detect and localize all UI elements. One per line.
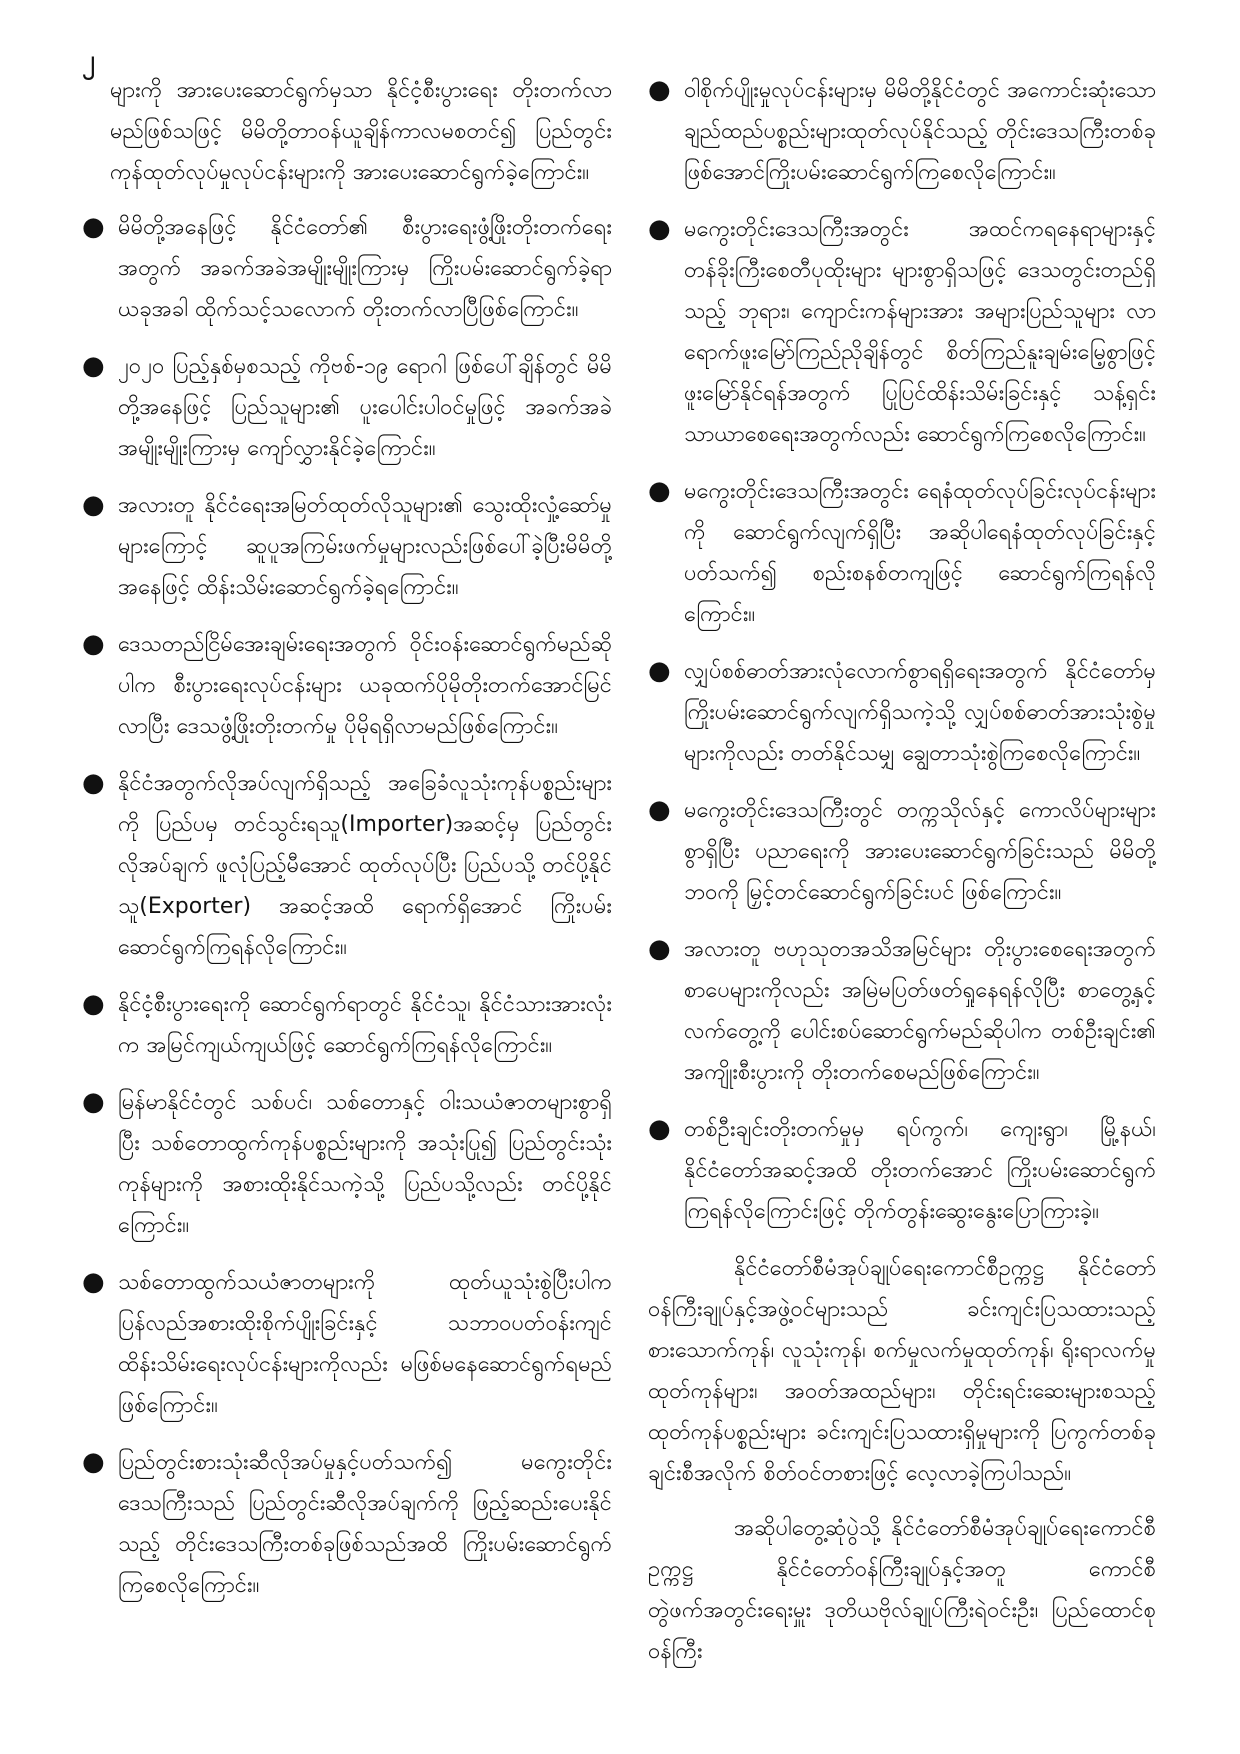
- bullet-item: [82, 207, 612, 330]
- bullet-icon: [648, 929, 671, 970]
- left-column: [82, 70, 612, 1622]
- bullet-text: ပြည်တွင်းစားသုံးဆီလိုအပ်မှုနှင့်ပတ်သက်၍ မကွေးတိုင်းဒေသကြီးသည် ပြည်တွင်းဆီလိုအပ်ချက်ကို ဖြည့်ဆည်းပေးနိုင်သည့် တိုင်းဒေသကြီးတစ်ခုဖြစ်သည်အထိ ကြိုးပမ်းဆောင်ရွက်ကြစေလိုကြောင်း။: [118, 1450, 612, 1598]
- bullet-item: [82, 1082, 612, 1246]
- bullet-text: အလားတူ ဗဟုသုတအသိအမြင်များ တိုးပွားစေရေးအတွက် စာပေများကိုလည်း အမြဲမပြတ်ဖတ်ရှုနေရန်လိုပြီး စာတွေ့နှင့်လက်တွေ့ကို ပေါင်းစပ်ဆောင်ရွက်မည်ဆိုပါက တစ်ဦးချင်း၏ အကျိုးစီးပွားကို တိုးတက်စေမည်ဖြစ်ကြောင်း။: [684, 937, 1156, 1085]
- bullet-item: [82, 984, 612, 1066]
- right-column: [648, 70, 1156, 1686]
- bullet-icon: [82, 1442, 105, 1483]
- bullet-text: မကွေးတိုင်းဒေသကြီးအတွင်း အထင်ကရနေရာများနှင့် တန်ခိုးကြီးစေတီပုထိုးများ များစွာရှိသဖြင့် ဒေသတွင်းတည်ရှိသည့် ဘုရား၊ ကျောင်းကန်များအား အများပြည်သူများ လာရောက်ဖူးမြော်ကြည်ညိုချိန်တွင် စိတ်ကြည်နူးချမ်းမြေ့စွာဖြင့် ဖူးမြော်နိုင်ရန်အတွက် ပြုပြင်ထိန်းသိမ်းခြင်းနှင့် သန့်ရှင်းသာယာစေရေးအတွက်လည်း ဆောင်ရွက်ကြစေလိုကြောင်း။: [684, 217, 1156, 447]
- bullet-text: တစ်ဦးချင်းတိုးတက်မှုမှ ရပ်ကွက်၊ ကျေးရွာ၊ မြို့နယ်၊ နိုင်ငံတော်အဆင့်အထိ တိုးတက်အောင် ကြိုးပမ်းဆောင်ရွက်ကြရန်လိုကြောင်းဖြင့် တိုက်တွန်းဆွေးနွေးပြောကြားခဲ့။: [684, 1117, 1156, 1224]
- bullet-icon: [648, 790, 671, 831]
- bullet-text: မကွေးတိုင်းဒေသကြီးအတွင်း ရေနံထုတ်လုပ်ခြင်းလုပ်ငန်းများကို ဆောင်ရွက်လျက်ရှိပြီး အဆိုပါရေနံထုတ်လုပ်ခြင်းနှင့်ပတ်သက်၍ စည်းစနစ်တကျဖြင့် ဆောင်ရွက်ကြရန်လိုကြောင်း။: [684, 479, 1156, 627]
- bullet-item: [648, 651, 1156, 774]
- continuation-paragraph: များကို အားပေးဆောင်ရွက်မှသာ နိုင်ငံ့စီးပွားရေး တိုးတက်လာမည်ဖြစ်သဖြင့် မိမိတို့တာဝန်ယူချိန်ကာလမစတင်၍ ပြည်တွင်းကုန်ထုတ်လုပ်မှုလုပ်ငန်းများကို အားပေးဆောင်ရွက်ခဲ့ကြောင်း။: [110, 78, 612, 185]
- bullet-text: မိမိတို့အနေဖြင့် နိုင်ငံတော်၏ စီးပွားရေးဖွံ့ဖြိုးတိုးတက်ရေးအတွက် အခက်အခဲအမျိုးမျိုးကြားမှ ကြိုးပမ်းဆောင်ရွက်ခဲ့ရာ ယခုအခါ ထိုက်သင့်သလောက် တိုးတက်လာပြီဖြစ်ကြောင်း။: [118, 215, 612, 322]
- bullet-icon: [82, 485, 105, 526]
- bullet-text: လျှပ်စစ်ဓာတ်အားလုံလောက်စွာရရှိရေးအတွက် နိုင်ငံတော်မှကြိုးပမ်းဆောင်ရွက်လျက်ရှိသကဲ့သို့ လျှပ်စစ်ဓာတ်အားသုံးစွဲမှုများကိုလည်း တတ်နိုင်သမျှ ချွေတာသုံးစွဲကြစေလိုကြောင်း။: [684, 659, 1156, 766]
- bullet-text: အလားတူ နိုင်ငံရေးအမြတ်ထုတ်လိုသူများ၏ သွေးထိုးလှုံ့ဆော်မှုများကြောင့် ဆူပူအကြမ်းဖက်မှုများလည်းဖြစ်ပေါ်ခဲ့ပြီးမိမိတို့အနေဖြင့် ထိန်းသိမ်းဆောင်ရွက်ခဲ့ရကြောင်း။: [118, 493, 612, 600]
- body-paragraph: အဆိုပါတွေ့ဆုံပွဲသို့ နိုင်ငံတော်စီမံအုပ်ချုပ်ရေးကောင်စီဥက္ကဋ္ဌ နိုင်ငံတော်ဝန်ကြီးချုပ်နှင့်အတူ ကောင်စီတွဲဖက်အတွင်းရေးမှူး ဒုတိယဗိုလ်ချုပ်ကြီးရဲဝင်းဦး၊ ပြည်ထောင်စုဝန်ကြီး: [648, 1516, 1156, 1664]
- bullet-text: ဝါစိုက်ပျိုးမှုလုပ်ငန်းများမှ မိမိတို့နိုင်ငံတွင် အကောင်းဆုံးသော ချည်ထည်ပစ္စည်းများထုတ်လုပ်နိုင်သည့် တိုင်းဒေသကြီးတစ်ခုဖြစ်အောင်ကြိုးပမ်းဆောင်ရွက်ကြစေလိုကြောင်း။: [684, 78, 1156, 185]
- bullet-text: ၂၀၂၀ ပြည့်နှစ်မှစသည့် ကိုဗစ်-၁၉ ရောဂါ ဖြစ်ပေါ်ချိန်တွင် မိမိတို့အနေဖြင့် ပြည်သူများ၏ ပူးပေါင်းပါဝင်မှုဖြင့် အခက်အခဲအမျိုးမျိုးကြားမှ ကျော်လွှားနိုင်ခဲ့ကြောင်း။: [118, 354, 612, 461]
- bullet-text: နိုင်ငံ့စီးပွားရေးကို ဆောင်ရွက်ရာတွင် နိုင်ငံသူ၊ နိုင်ငံသားအားလုံးက အမြင်ကျယ်ကျယ်ဖြင့် ဆောင်ရွက်ကြရန်လိုကြောင်း။: [118, 992, 612, 1058]
- bullet-icon: [82, 1262, 105, 1303]
- page-number: ၂: [82, 45, 95, 75]
- bullet-item: [648, 929, 1156, 1093]
- bullet-item: [648, 1109, 1156, 1232]
- bullet-icon: [82, 763, 105, 804]
- bullet-item: [82, 485, 612, 608]
- bullet-icon: [648, 471, 671, 512]
- bullet-text: နိုင်ငံအတွက်လိုအပ်လျက်ရှိသည့် အခြေခံလူသုံးကုန်ပစ္စည်းများကို ပြည်ပမှ တင်သွင်းရသူ(Importer)အဆင့်မှ ပြည်တွင်းလိုအပ်ချက် ဖူလုံပြည့်မီအောင် ထုတ်လုပ်ပြီး ပြည်ပသို့ တင်ပို့နိုင်သူ(Exporter) အဆင့်အထိ ရောက်ရှိအောင် ကြိုးပမ်းဆောင်ရွက်ကြရန်လိုကြောင်း။: [118, 771, 612, 960]
- bullet-item: [82, 346, 612, 469]
- bullet-icon: [648, 70, 671, 111]
- bullet-icon: [82, 1082, 105, 1123]
- bullet-item: [82, 1262, 612, 1426]
- bullet-item: [648, 471, 1156, 635]
- bullet-icon: [82, 984, 105, 1025]
- bullet-text: မကွေးတိုင်းဒေသကြီးတွင် တက္ကသိုလ်နှင့် ကောလိပ်များများစွာရှိပြီး ပညာရေးကို အားပေးဆောင်ရွက်ခြင်းသည် မိမိတို့ဘဝကို မြှင့်တင်ဆောင်ရွက်ခြင်းပင် ဖြစ်ကြောင်း။: [684, 798, 1156, 905]
- bullet-text: သစ်တောထွက်သယံဇာတများကို ထုတ်ယူသုံးစွဲပြီးပါက ပြန်လည်အစားထိုးစိုက်ပျိုးခြင်းနှင့် သဘာဝပတ်ဝန်းကျင်ထိန်းသိမ်းရေးလုပ်ငန်းများကိုလည်း မဖြစ်မနေဆောင်ရွက်ရမည်ဖြစ်ကြောင်း။: [118, 1270, 612, 1418]
- bullet-icon: [648, 1109, 671, 1150]
- bullet-item: [82, 1442, 612, 1606]
- bullet-text: မြန်မာနိုင်ငံတွင် သစ်ပင်၊ သစ်တောနှင့် ဝါးသယံဇာတများစွာရှိပြီး သစ်တောထွက်ကုန်ပစ္စည်းများကို အသုံးပြု၍ ပြည်တွင်းသုံးကုန်များကို အစားထိုးနိုင်သကဲ့သို့ ပြည်ပသို့လည်း တင်ပို့နိုင်ကြောင်း။: [118, 1090, 612, 1238]
- bullet-item: [648, 209, 1156, 455]
- bullet-item: [82, 763, 612, 968]
- bullet-item: [82, 624, 612, 747]
- bullet-icon: [648, 651, 671, 692]
- bullet-icon: [82, 207, 105, 248]
- bullet-icon: [82, 624, 105, 665]
- bullet-icon: [82, 346, 105, 387]
- bullet-text: ဒေသတည်ငြိမ်အေးချမ်းရေးအတွက် ဝိုင်းဝန်းဆောင်ရွက်မည်ဆိုပါက စီးပွားရေးလုပ်ငန်းများ ယခုထက်ပိုမိုတိုးတက်အောင်မြင်လာပြီး ဒေသဖွံ့ဖြိုးတိုးတက်မှု ပိုမိုရရှိလာမည်ဖြစ်ကြောင်း။: [118, 632, 612, 739]
- bullet-item: [648, 790, 1156, 913]
- bullet-icon: [648, 209, 671, 250]
- bullet-item: [648, 70, 1156, 193]
- body-paragraph: နိုင်ငံတော်စီမံအုပ်ချုပ်ရေးကောင်စီဥက္ကဋ္ဌ နိုင်ငံတော်ဝန်ကြီးချုပ်နှင့်အဖွဲ့ဝင်များသည် ခင်းကျင်းပြသထားသည့် စားသောက်ကုန်၊ လူသုံးကုန်၊ စက်မှုလက်မှုထုတ်ကုန်၊ ရိုးရာလက်မှုထုတ်ကုန်များ၊ အဝတ်အထည်များ၊ တိုင်းရင်းဆေးများစသည့် ထုတ်ကုန်ပစ္စည်းများ ခင်းကျင်းပြသထားရှိမှုများကို ပြကွက်တစ်ခုချင်းစီအလိုက် စိတ်ဝင်တစားဖြင့် လေ့လာခဲ့ကြပါသည်။: [648, 1256, 1156, 1486]
